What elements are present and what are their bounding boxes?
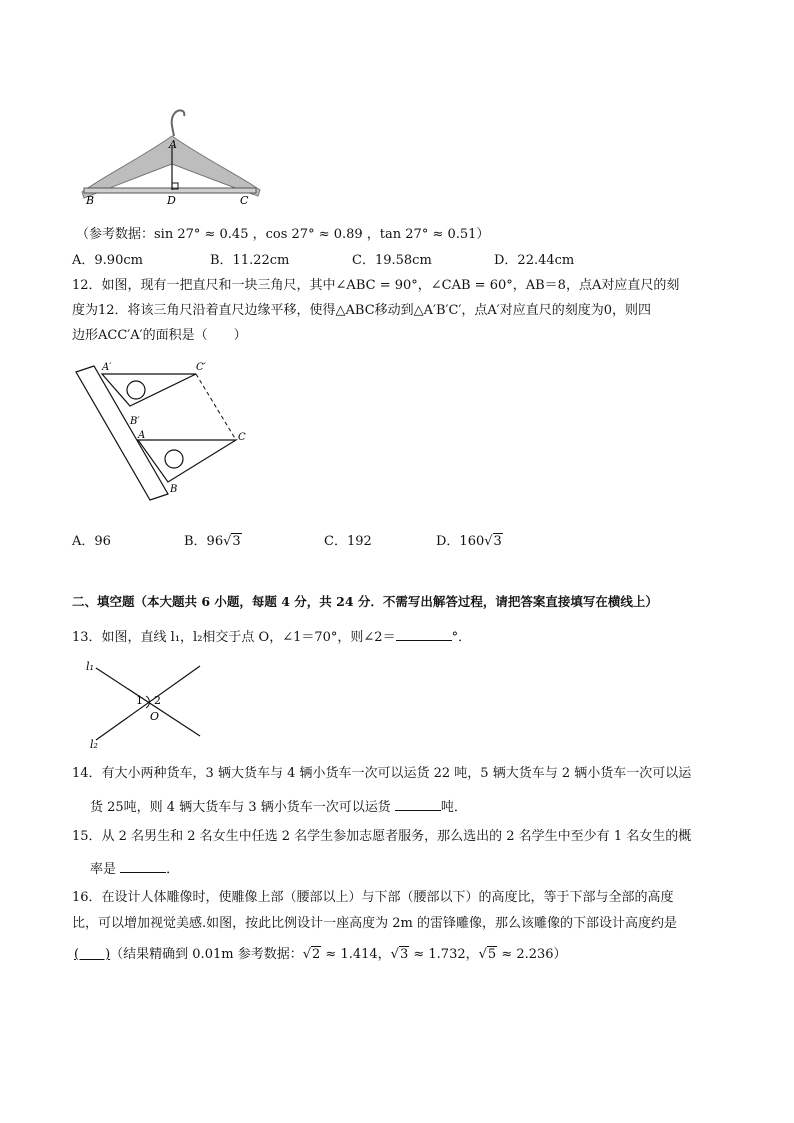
- q12-option-d-radicand: 3: [493, 534, 502, 549]
- q11-option-b: B．11.22cm: [210, 253, 290, 268]
- q12-option-d: [436, 532, 503, 552]
- label-angle-2: 2: [154, 694, 161, 707]
- q15-answer-blank[interactable]: [120, 858, 166, 873]
- q15-suffix: ．: [166, 862, 180, 877]
- q16-value-3: ≈ 1.732，: [409, 947, 479, 962]
- q12-option-b: [184, 532, 242, 552]
- label-b: B: [170, 484, 178, 495]
- q15-line-1: 15．从 2 名男生和 2 名女生中任选 2 名学生参加志愿者服务，那么选出的 2 名学生中至少有 1 名女生的概: [72, 829, 692, 844]
- q13-text: [72, 626, 471, 648]
- q16-answer-blank[interactable]: ( ): [74, 947, 111, 962]
- q12-option-a: A．96: [72, 534, 111, 549]
- q16-radicand-3: 3: [399, 947, 409, 962]
- label-angle-1: 1: [136, 694, 143, 707]
- sqrt-icon: √3: [223, 534, 241, 549]
- q13-answer-blank[interactable]: [396, 626, 452, 641]
- intersecting-lines-figure: [86, 656, 206, 752]
- label-c-prime: C′: [196, 362, 206, 373]
- q14-prefix: 货 25吨，则 4 辆大货车与 3 辆小货车一次可以运货: [90, 800, 391, 815]
- label-b: B: [86, 194, 95, 206]
- label-a: A: [169, 138, 177, 151]
- q11-option-d: D．22.44cm: [494, 253, 575, 268]
- q16-radicand-5: 5: [487, 947, 497, 962]
- sqrt-icon: √5: [478, 947, 497, 962]
- q14-suffix: 吨．: [440, 800, 467, 815]
- q11-reference-data: （参考数据：sin 27° ≈ 0.45 ，cos 27° ≈ 0.89 ，tan 27° ≈ 0.51）: [76, 227, 490, 242]
- label-o: O: [150, 710, 160, 723]
- q14-line-1: 14．有大小两种货车，3 辆大货车与 4 辆小货车一次可以运货 22 吨，5 辆大货车与 2 辆小货车一次可以运: [72, 766, 692, 781]
- label-l2: l₂: [90, 738, 98, 751]
- q12-option-d-prefix: D．160: [436, 534, 485, 549]
- sqrt-icon: √3: [390, 947, 409, 962]
- q13-suffix: °．: [451, 630, 472, 645]
- sqrt-icon: √3: [484, 534, 502, 549]
- section-2-title: 二、填空题（本大题共 6 小题，每题 4 分，共 24 分．不需写出解答过程，请把答案直接填写在横线上）: [72, 594, 658, 609]
- q16-line-1: 16．在设计人体雕像时，使雕像上部（腰部以上）与下部（腰部以下）的高度比，等于下部与全部的高度: [72, 890, 674, 905]
- q15-prefix: 率是: [90, 862, 117, 877]
- label-l1: l₁: [86, 660, 94, 673]
- q11-option-a: A．9.90cm: [72, 253, 143, 268]
- label-a-prime: A′: [102, 362, 112, 373]
- q12-option-c: C．192: [324, 534, 372, 549]
- label-c: C: [240, 194, 249, 206]
- q11-option-c: C．19.58cm: [352, 253, 432, 268]
- hanger-figure: [74, 106, 264, 206]
- ruler-triangle-figure: [72, 358, 262, 510]
- label-b-prime: B′: [130, 416, 140, 427]
- q12-option-b-prefix: B．96: [184, 534, 224, 549]
- q12-line-1: 12．如图，现有一把直尺和一块三角尺，其中∠ABC = 90°，∠CAB = 60°，AB＝8，点A对应直尺的刻: [72, 278, 680, 293]
- q12-line-3: 边形ACC′A′的面积是（ ）: [72, 328, 247, 343]
- q16-value-5: ≈ 2.236）: [497, 947, 567, 962]
- q12-option-b-radicand: 3: [232, 534, 241, 549]
- q16-ref-prefix: （结果精确到 0.01m 参考数据：: [110, 947, 303, 962]
- label-c: C: [238, 432, 246, 443]
- sqrt-icon: √2: [302, 947, 321, 962]
- q14-answer-blank[interactable]: [395, 796, 441, 811]
- q16-radicand-2: 2: [312, 947, 321, 962]
- label-d: D: [167, 194, 176, 206]
- q16-line-3: [74, 945, 567, 965]
- q14-line-2: [90, 796, 467, 818]
- label-a: A: [138, 430, 146, 441]
- q15-line-2: [90, 858, 179, 880]
- q16-value-2: ≈ 1.414，: [321, 947, 391, 962]
- q13-prefix: 13．如图，直线 l₁，l₂相交于点 O，∠1＝70°，则∠2＝: [72, 630, 396, 645]
- q12-line-2: 度为12．将该三角尺沿着直尺边缘平移，使得△ABC移动到△A′B′C′，点A′对应直尺的刻度为0，则四: [72, 303, 652, 318]
- q16-line-2: 比，可以增加视觉美感.如图，按此比例设计一座高度为 2m 的雷锋雕像，那么该雕像的下部设计高度约是: [72, 916, 677, 931]
